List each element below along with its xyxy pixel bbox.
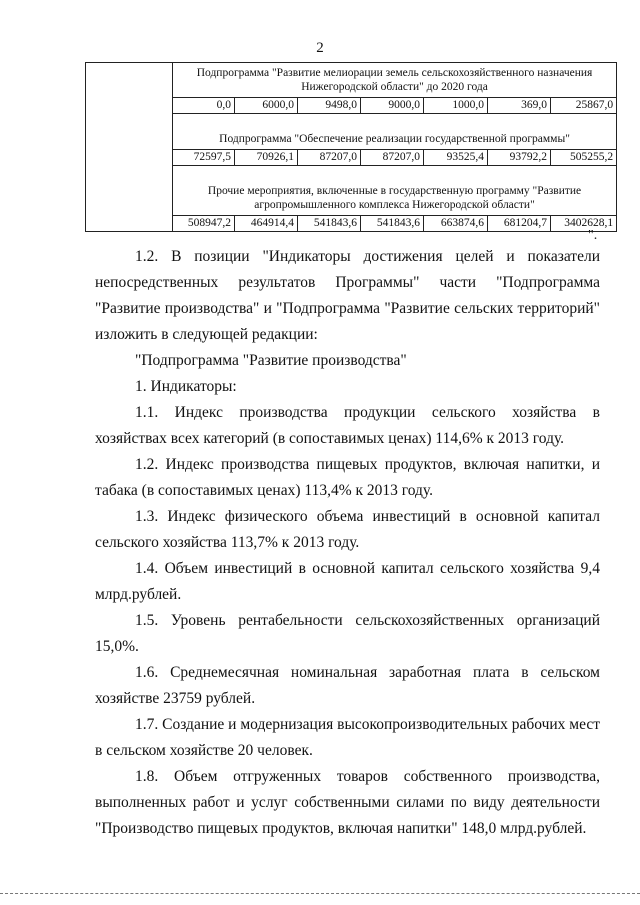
table-cell: 541843,6 [298, 216, 361, 232]
paragraph: 1.1. Индекс производства продукции сельского хозяйства в хозяйствах всех категорий (в сопоставимых ценах) 114,6% к 2013 году. [95, 404, 600, 447]
table-cell: 9000,0 [361, 98, 424, 114]
table-cell: 508947,2 [173, 216, 235, 232]
table-cell: 87207,0 [298, 150, 361, 166]
table-cell: 25867,0 [551, 98, 617, 114]
subprogram-title: Подпрограмма "Развитие мелиорации земель сельскохозяйственного назначения Нижегородской области" до 2020 года [173, 63, 617, 98]
table-cell: 663874,6 [424, 216, 488, 232]
paragraph: 1.6. Среднемесячная номинальная заработная плата в сельском хозяйстве 23759 рублей. [95, 664, 600, 707]
subprogram-title-row [86, 63, 617, 98]
table-cell: 505255,2 [551, 150, 617, 166]
table-cell: 0,0 [173, 98, 235, 114]
closing-quote: ". [588, 228, 598, 243]
subprogram-heading: "Подпрограмма "Развитие производства" [135, 352, 407, 369]
paragraph: 1.2. В позиции "Индикаторы достижения целей и показатели непосредственных результатов Программы" части "Подпрограмма "Развитие производства" и "Подпрограмма "Развитие сельских территорий" изложить в следующей редакции: [95, 248, 600, 343]
table-cell: 369,0 [488, 98, 551, 114]
table-cell: 3402628,1 [551, 216, 617, 232]
paragraph: 1.3. Индекс физического объема инвестиций в основной капитал сельского хозяйства 113,7% к 2013 году. [95, 508, 600, 551]
table-cell: 93792,2 [488, 150, 551, 166]
table-cell: 93525,4 [424, 150, 488, 166]
table-cell: 6000,0 [235, 98, 298, 114]
table-cell: 1000,0 [424, 98, 488, 114]
budget-table [85, 62, 617, 232]
table-cell: 541843,6 [361, 216, 424, 232]
indicators-heading: 1. Индикаторы: [135, 378, 237, 395]
paragraph: 1.5. Уровень рентабельности сельскохозяйственных организаций 15,0%. [95, 612, 600, 655]
page-number: 2 [316, 40, 324, 56]
table-cell: 464914,4 [235, 216, 298, 232]
paragraph: 1.2. Индекс производства пищевых продуктов, включая напитки, и табака (в сопоставимых ценах) 113,4% к 2013 году. [95, 456, 600, 499]
paragraph: 1.7. Создание и модернизация высокопроизводительных рабочих мест в сельском хозяйстве 20 человек. [95, 716, 601, 759]
document-body [95, 244, 600, 842]
table-cell: 72597,5 [173, 150, 235, 166]
subprogram-title: Прочие мероприятия, включенные в государственную программу "Развитие агропромышленного комплекса Нижегородской области" [173, 166, 617, 216]
paragraph: 1.4. Объем инвестиций в основной капитал сельского хозяйства 9,4 млрд.рублей. [95, 560, 600, 603]
table-cell: 9498,0 [298, 98, 361, 114]
paragraph: 1.8. Объем отгруженных товаров собственного производства, выполненных работ и услуг собственными силами по виду деятельности "Производство пищевых продуктов, включая напитки" 148,0 млрд.рублей. [95, 768, 600, 837]
table-cell: 87207,0 [361, 150, 424, 166]
empty-side-cell [86, 63, 173, 232]
table-cell: 681204,7 [488, 216, 551, 232]
subprogram-title: Подпрограмма "Обеспечение реализации государственной программы" [173, 114, 617, 150]
table-cell: 70926,1 [235, 150, 298, 166]
footer-rule [0, 893, 640, 894]
